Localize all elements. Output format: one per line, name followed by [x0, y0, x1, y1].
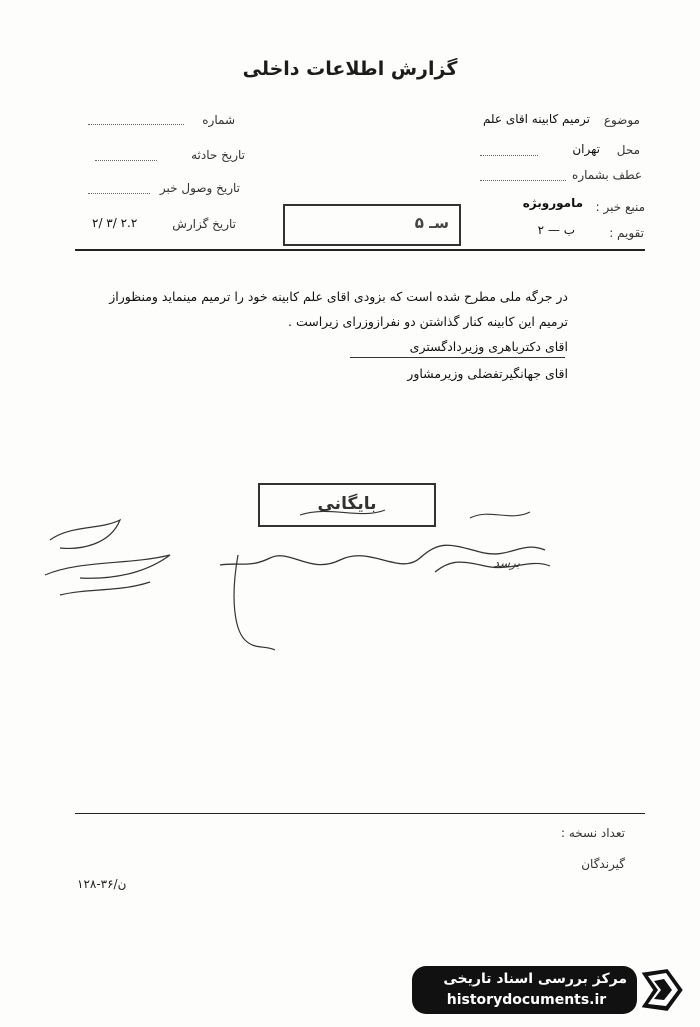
footer-divider [75, 813, 645, 814]
body-line-2: ترمیم این کابینه کنار گذاشتن دو نفرازوزرای زیراست . [288, 314, 568, 329]
source-value: ماموروبژه [522, 196, 583, 210]
number-label: شماره [202, 113, 235, 127]
document-code: ۱۲۸-۳۶/ن [77, 877, 127, 891]
header-divider [75, 249, 645, 251]
rating-value: ب — ۲ [537, 223, 575, 237]
place-value: تهران [572, 142, 600, 156]
watermark-url: historydocuments.ir [446, 992, 607, 1008]
report-date-value: ۲/ ۳/ ۲.۲ [92, 216, 138, 230]
incident-date-dots [95, 160, 157, 161]
body-line-4: اقای جهانگیرتفضلی وزیرمشاور [407, 366, 568, 381]
rectangular-stamp [283, 204, 461, 246]
recipients-label: گیرندگان [581, 857, 625, 871]
source-label: منبع خبر : [595, 200, 645, 214]
place-label: محل [616, 143, 640, 157]
archive-stamp-text: بایگانی [317, 494, 377, 514]
rating-label: تقویم : [609, 226, 644, 240]
underline-body-line-3 [350, 357, 565, 358]
body-line-1: در جرگه ملی مطرح شده است که بزودی اقای علم کابینه خود را ترمیم مینماید ومنظوراز [109, 289, 568, 304]
reference-label: عطف بشماره [572, 168, 642, 182]
news-receipt-label: تاریخ وصول خبر [159, 181, 240, 195]
body-line-3: اقای دکترباهری وزیردادگستری [409, 339, 568, 354]
stamp-text: سـ ۵ [414, 214, 449, 232]
copies-label: تعداد نسخه : [560, 826, 625, 840]
watermark-logo-icon [634, 964, 690, 1016]
place-dots [480, 155, 538, 156]
incident-date-label: تاریخ حادثه [191, 148, 245, 162]
report-date-label: تاریخ گزارش [172, 217, 236, 231]
reference-dots [480, 180, 566, 181]
page-title: گزارش اطلاعات داخلی [242, 58, 458, 80]
subject-value: ترمیم کابینه اقای علم [482, 112, 590, 126]
news-receipt-dots [88, 193, 150, 194]
subject-label: موضوع [603, 113, 640, 127]
watermark-bar [412, 966, 637, 1014]
handwritten-note [40, 500, 580, 660]
handwritten-word: برسد [493, 556, 520, 570]
number-dots [88, 124, 184, 125]
watermark-org-name: مرکز بررسی اسناد تاریخی [443, 971, 627, 987]
